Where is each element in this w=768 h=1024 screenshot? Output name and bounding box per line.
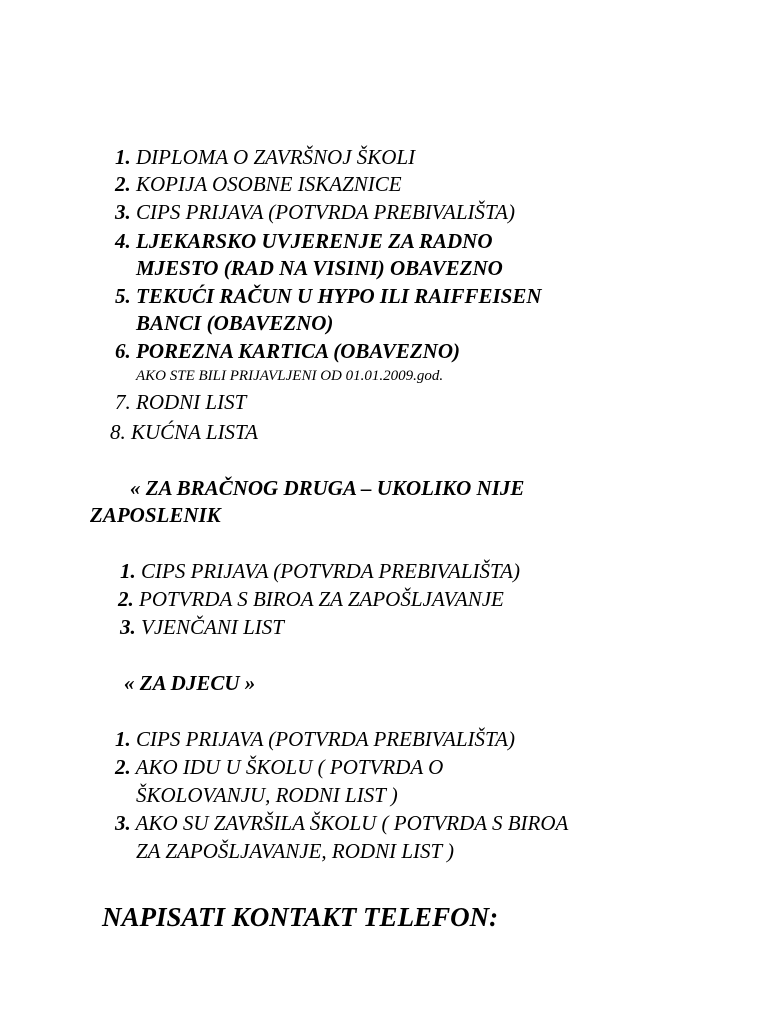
section-heading: « ZA DJECU » (124, 671, 256, 695)
list-item-continuation: MJESTO (RAD NA VISINI) OBAVEZNO (136, 256, 503, 280)
item-text: LJEKARSKO UVJERENJE ZA RADNO (136, 229, 493, 253)
item-text: POTVRDA S BIROA ZA ZAPOŠLJAVANJE (139, 587, 504, 611)
list-item-continuation: BANCI (OBAVEZNO) (136, 311, 334, 335)
item-number: 1. (115, 145, 131, 169)
list-item (115, 171, 402, 198)
list-item (115, 338, 460, 365)
list-item (115, 199, 515, 226)
item-text: KOPIJA OSOBNE ISKAZNICE (136, 172, 402, 196)
list-item (115, 754, 443, 781)
item-text: RODNI LIST (136, 390, 247, 414)
item-text: TEKUĆI RAČUN U HYPO ILI RAIFFEISEN (136, 284, 542, 308)
item-text: CIPS PRIJAVA (POTVRDA PREBIVALIŠTA) (136, 727, 515, 751)
list-item (115, 810, 568, 837)
list-item (118, 586, 504, 613)
item-text: AKO IDU U ŠKOLU ( POTVRDA O (135, 755, 444, 779)
item-number: 7. (115, 390, 131, 414)
list-item-continuation: ZA ZAPOŠLJAVANJE, RODNI LIST ) (136, 839, 455, 863)
item-number: 1. (115, 727, 131, 751)
item-text: KUĆNA LISTA (131, 420, 259, 444)
item-text: VJENČANI LIST (141, 615, 284, 639)
item-text: DIPLOMA O ZAVRŠNOJ ŠKOLI (136, 145, 416, 169)
list-item (115, 228, 493, 255)
item-number: 4. (115, 229, 131, 253)
item-text: CIPS PRIJAVA (POTVRDA PREBIVALIŠTA) (141, 559, 520, 583)
item-number: 2. (118, 587, 134, 611)
list-item-note: AKO STE BILI PRIJAVLJENI OD 01.01.2009.god. (136, 368, 444, 384)
item-number: 8. (110, 420, 126, 444)
list-item (115, 726, 515, 753)
item-number: 3. (115, 811, 131, 835)
item-number: 5. (115, 284, 131, 308)
item-number: 6. (115, 339, 131, 363)
list-item (110, 419, 258, 446)
item-number: 2. (115, 172, 131, 196)
item-number: 3. (115, 200, 131, 224)
list-item (120, 558, 520, 585)
section-heading: « ZA BRAČNOG DRUGA – UKOLIKO NIJE (130, 476, 525, 500)
list-item-continuation: ŠKOLOVANJU, RODNI LIST ) (136, 783, 398, 807)
item-number: 3. (120, 615, 136, 639)
item-text: CIPS PRIJAVA (POTVRDA PREBIVALIŠTA) (136, 200, 515, 224)
list-item (115, 283, 542, 310)
list-item (120, 614, 284, 641)
item-number: 2. (115, 755, 131, 779)
contact-phone-heading: NAPISATI KONTAKT TELEFON: (102, 902, 499, 932)
item-text: POREZNA KARTICA (OBAVEZNO) (136, 339, 461, 363)
section-heading-continuation: ZAPOSLENIK (90, 503, 221, 527)
item-number: 1. (120, 559, 136, 583)
item-text: AKO SU ZAVRŠILA ŠKOLU ( POTVRDA S BIROA (135, 811, 569, 835)
list-item (115, 389, 246, 416)
list-item (115, 144, 415, 171)
